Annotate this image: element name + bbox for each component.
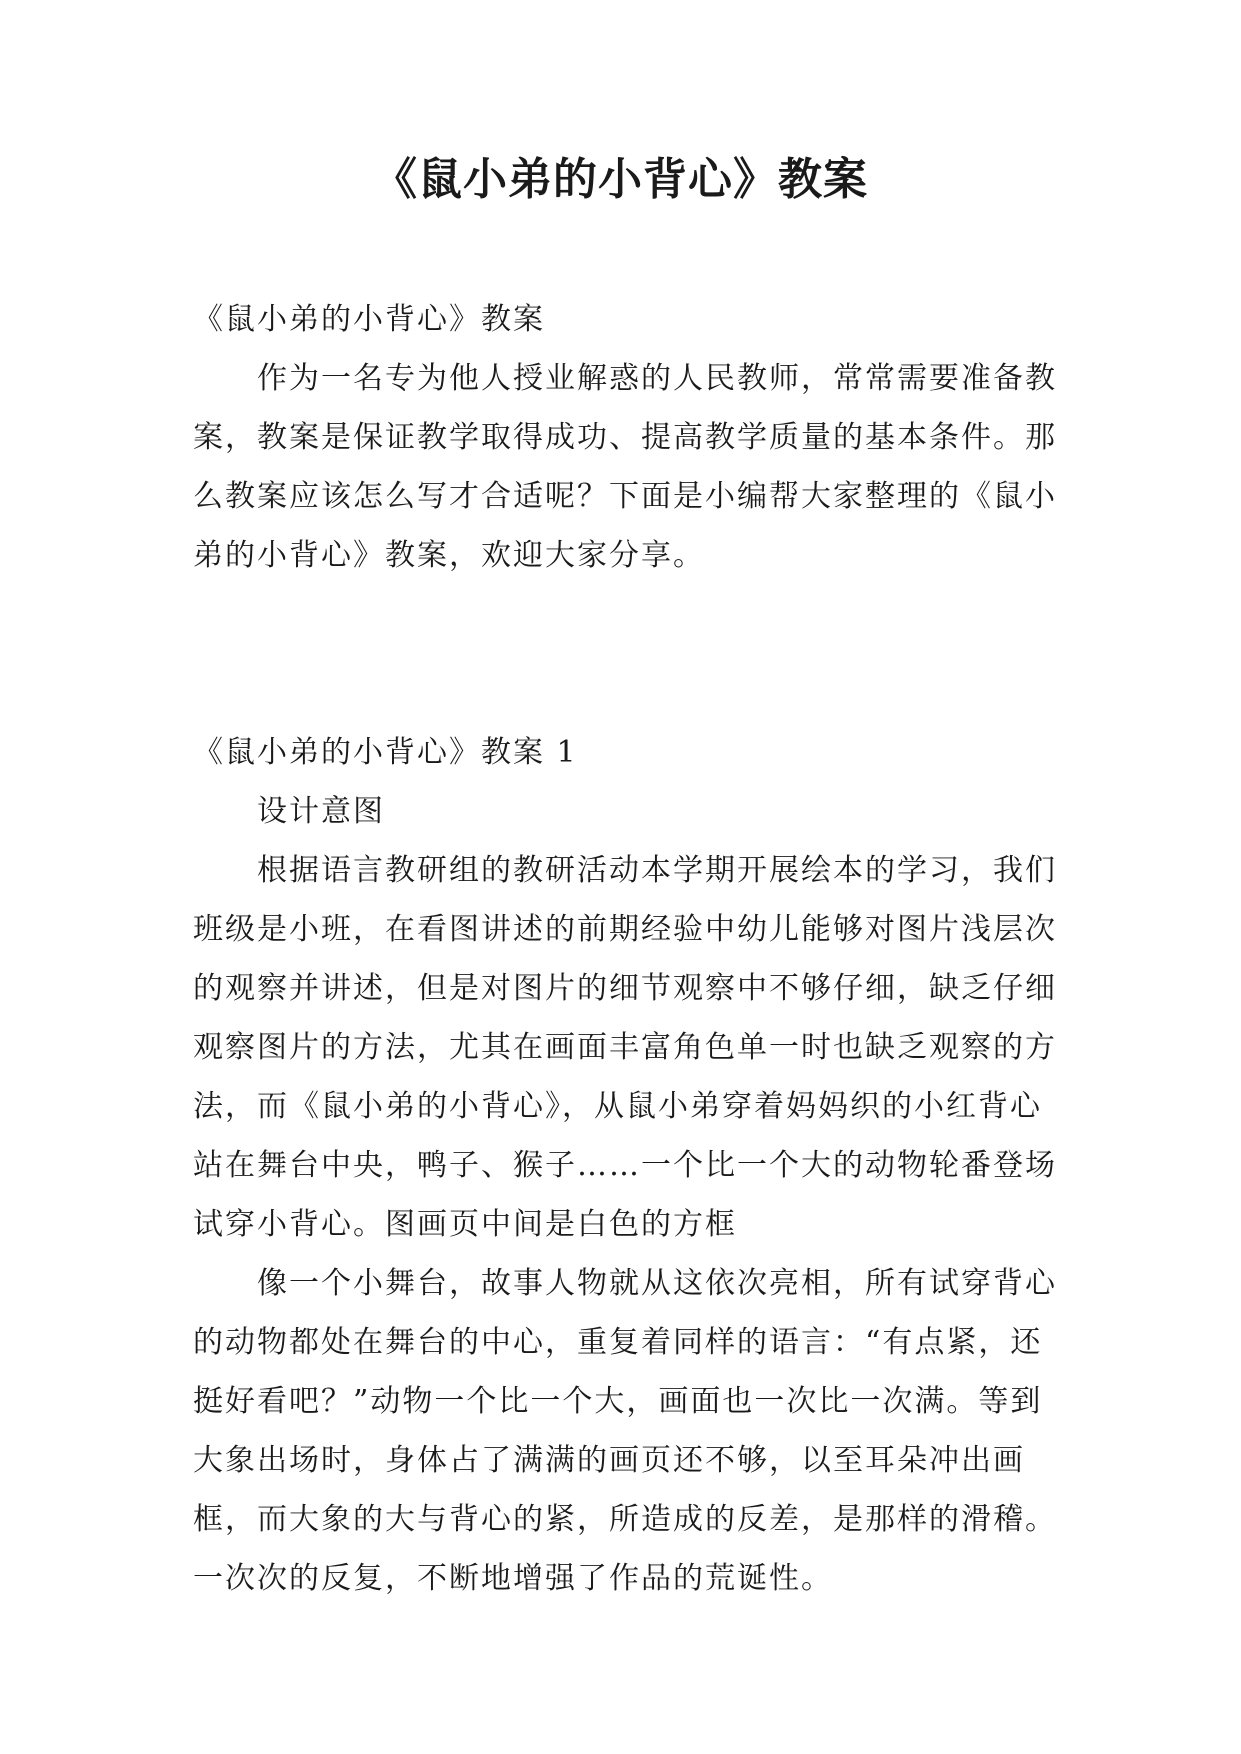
section1-heading: 《鼠小弟的小背心》教案 1 — [193, 735, 578, 770]
document-title: 《鼠小弟的小背心》教案 — [373, 154, 868, 205]
design-paragraph-2: 像一个小舞台，故事人物就从这依次亮相，所有试穿背心的动物都处在舞台的中心，重复着同样的语言：“有点紧，还挺好看吧？”动物一个比一个大，画面也一次比一次满。等到大象出场时，身体占了满满的画页还不够，以至耳朵冲出画框，而大象的大与背心的紧，所造成的反差，是那样的滑稽。一次次的反复，不断地增强了作品的荒诞性。 — [193, 1266, 1057, 1596]
document-body — [193, 290, 1073, 1608]
intro-paragraph: 作为一名专为他人授业解惑的人民教师，常常需要准备教案，教案是保证教学取得成功、提高教学质量的基本条件。那么教案应该怎么写才合适呢？下面是小编帮大家整理的《鼠小弟的小背心》教案，欢迎大家分享。 — [193, 361, 1057, 573]
intro-heading: 《鼠小弟的小背心》教案 — [193, 302, 545, 337]
design-intent-label: 设计意图 — [257, 794, 385, 829]
design-paragraph-1: 根据语言教研组的教研活动本学期开展绘本的学习，我们班级是小班，在看图讲述的前期经验中幼儿能够对图片浅层次的观察并讲述，但是对图片的细节观察中不够仔细，缺乏仔细观察图片的方法，尤其在画面丰富角色单一时也缺乏观察的方法，而《鼠小弟的小背心》，从鼠小弟穿着妈妈织的小红背心站在舞台中央，鸭子、猴子……一个比一个大的动物轮番登场试穿小背心。图画页中间是白色的方框 — [193, 853, 1057, 1242]
section-spacer — [193, 585, 1073, 723]
